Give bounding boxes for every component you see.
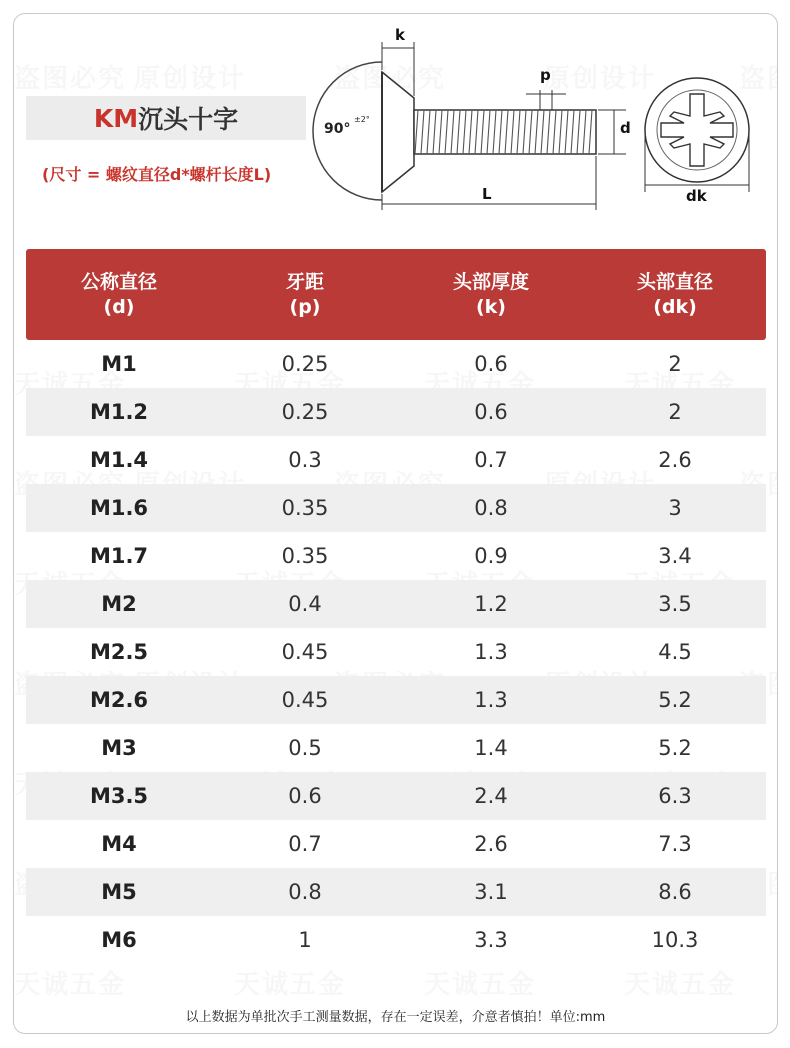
table-row (26, 916, 766, 964)
header-label: 头部厚度 (452, 270, 529, 293)
title-main: 沉头十字 (138, 105, 239, 134)
cell-head-diameter: 8.6 (658, 880, 692, 904)
cell-head-thickness: 3.1 (474, 880, 508, 904)
cell-pitch: 0.5 (288, 736, 322, 760)
table-row (26, 436, 766, 484)
header-diameter (26, 270, 212, 320)
cell-pitch: 0.4 (288, 592, 322, 616)
L-label: L (482, 185, 492, 203)
cell-diameter: M6 (101, 928, 137, 952)
d-label: d (620, 119, 631, 137)
angle-tolerance: ±2° (354, 115, 370, 124)
cell-head-diameter: 7.3 (658, 832, 692, 856)
spec-table (26, 249, 766, 964)
cell-pitch: 0.7 (288, 832, 322, 856)
cell-pitch: 0.35 (281, 496, 329, 520)
header-symbol: (k) (475, 295, 506, 318)
cell-diameter: M1.4 (89, 448, 149, 472)
cell-head-diameter: 3.5 (658, 592, 692, 616)
header-symbol: (d) (103, 295, 135, 318)
cell-head-diameter: 5.2 (658, 736, 692, 760)
k-label: k (395, 26, 405, 44)
header-symbol: (p) (289, 295, 321, 318)
cell-head-thickness: 1.3 (474, 640, 508, 664)
footer-note: 以上数据为单批次手工测量数据，存在一定误差，介意者慎拍！单位:mm (185, 1010, 606, 1025)
cell-head-thickness: 0.6 (474, 352, 508, 376)
table-row (26, 820, 766, 868)
header-label: 头部直径 (636, 270, 713, 293)
screw-dimension-diagram (14, 14, 777, 234)
table-row (26, 676, 766, 724)
cell-head-thickness: 1.4 (474, 736, 508, 760)
screw-head (382, 72, 414, 192)
cell-head-thickness: 3.3 (474, 928, 508, 952)
cell-head-thickness: 0.6 (474, 400, 508, 424)
table-row (26, 724, 766, 772)
header-head-diameter (584, 270, 766, 320)
cell-pitch: 1 (298, 928, 312, 952)
cell-diameter: M2 (101, 592, 137, 616)
table-row (26, 484, 766, 532)
cell-diameter: M5 (101, 880, 137, 904)
table-header (26, 249, 766, 340)
cell-head-diameter: 2.6 (658, 448, 692, 472)
cell-head-thickness: 0.7 (474, 448, 508, 472)
table-row (26, 388, 766, 436)
cell-pitch: 0.45 (281, 688, 329, 712)
cell-head-diameter: 4.5 (658, 640, 692, 664)
cell-head-thickness: 1.2 (474, 592, 508, 616)
cell-diameter: M1.7 (89, 544, 149, 568)
title-prefix: KM (93, 103, 139, 133)
cell-head-diameter: 6.3 (658, 784, 692, 808)
table-row (26, 772, 766, 820)
cell-diameter: M2.5 (89, 640, 149, 664)
table-row (26, 580, 766, 628)
cell-head-thickness: 2.4 (474, 784, 508, 808)
watermark (14, 964, 126, 1001)
header-symbol: (dk) (653, 295, 697, 318)
cell-head-diameter: 3 (668, 496, 682, 520)
cell-head-diameter: 2 (668, 400, 682, 424)
spec-card (13, 13, 778, 1034)
cell-pitch: 0.3 (288, 448, 322, 472)
cell-diameter: M1 (101, 352, 137, 376)
angle-label: 90° (324, 121, 351, 137)
table-row (26, 868, 766, 916)
cell-head-thickness: 0.9 (474, 544, 508, 568)
p-label: p (540, 66, 551, 84)
dk-label: dk (686, 187, 707, 205)
watermark (624, 964, 736, 1001)
header-label: 公称直径 (80, 270, 157, 293)
table-body (26, 340, 766, 964)
header-label: 牙距 (285, 270, 324, 293)
cell-head-diameter: 3.4 (658, 544, 692, 568)
cell-pitch: 0.25 (281, 352, 329, 376)
table-row (26, 532, 766, 580)
header-head-thickness (398, 270, 584, 320)
watermark (424, 964, 536, 1001)
cell-diameter: M1.2 (89, 400, 149, 424)
cell-pitch: 0.8 (288, 880, 322, 904)
cell-diameter: M2.6 (89, 688, 149, 712)
cell-diameter: M3 (101, 736, 137, 760)
cell-head-thickness: 0.8 (474, 496, 508, 520)
cell-pitch: 0.6 (288, 784, 322, 808)
cell-head-diameter: 10.3 (651, 928, 699, 952)
cell-diameter: M3.5 (89, 784, 149, 808)
cell-head-thickness: 1.3 (474, 688, 508, 712)
cell-diameter: M4 (101, 832, 137, 856)
cell-head-thickness: 2.6 (474, 832, 508, 856)
watermark (234, 964, 346, 1001)
header-pitch (212, 270, 398, 320)
table-row (26, 340, 766, 388)
table-row (26, 628, 766, 676)
cell-head-diameter: 5.2 (658, 688, 692, 712)
cell-head-diameter: 2 (668, 352, 682, 376)
cell-pitch: 0.45 (281, 640, 329, 664)
cell-pitch: 0.35 (281, 544, 329, 568)
size-note: (尺寸 = 螺纹直径d*螺杆长度L) (42, 165, 272, 184)
cell-diameter: M1.6 (89, 496, 149, 520)
cell-pitch: 0.25 (281, 400, 329, 424)
